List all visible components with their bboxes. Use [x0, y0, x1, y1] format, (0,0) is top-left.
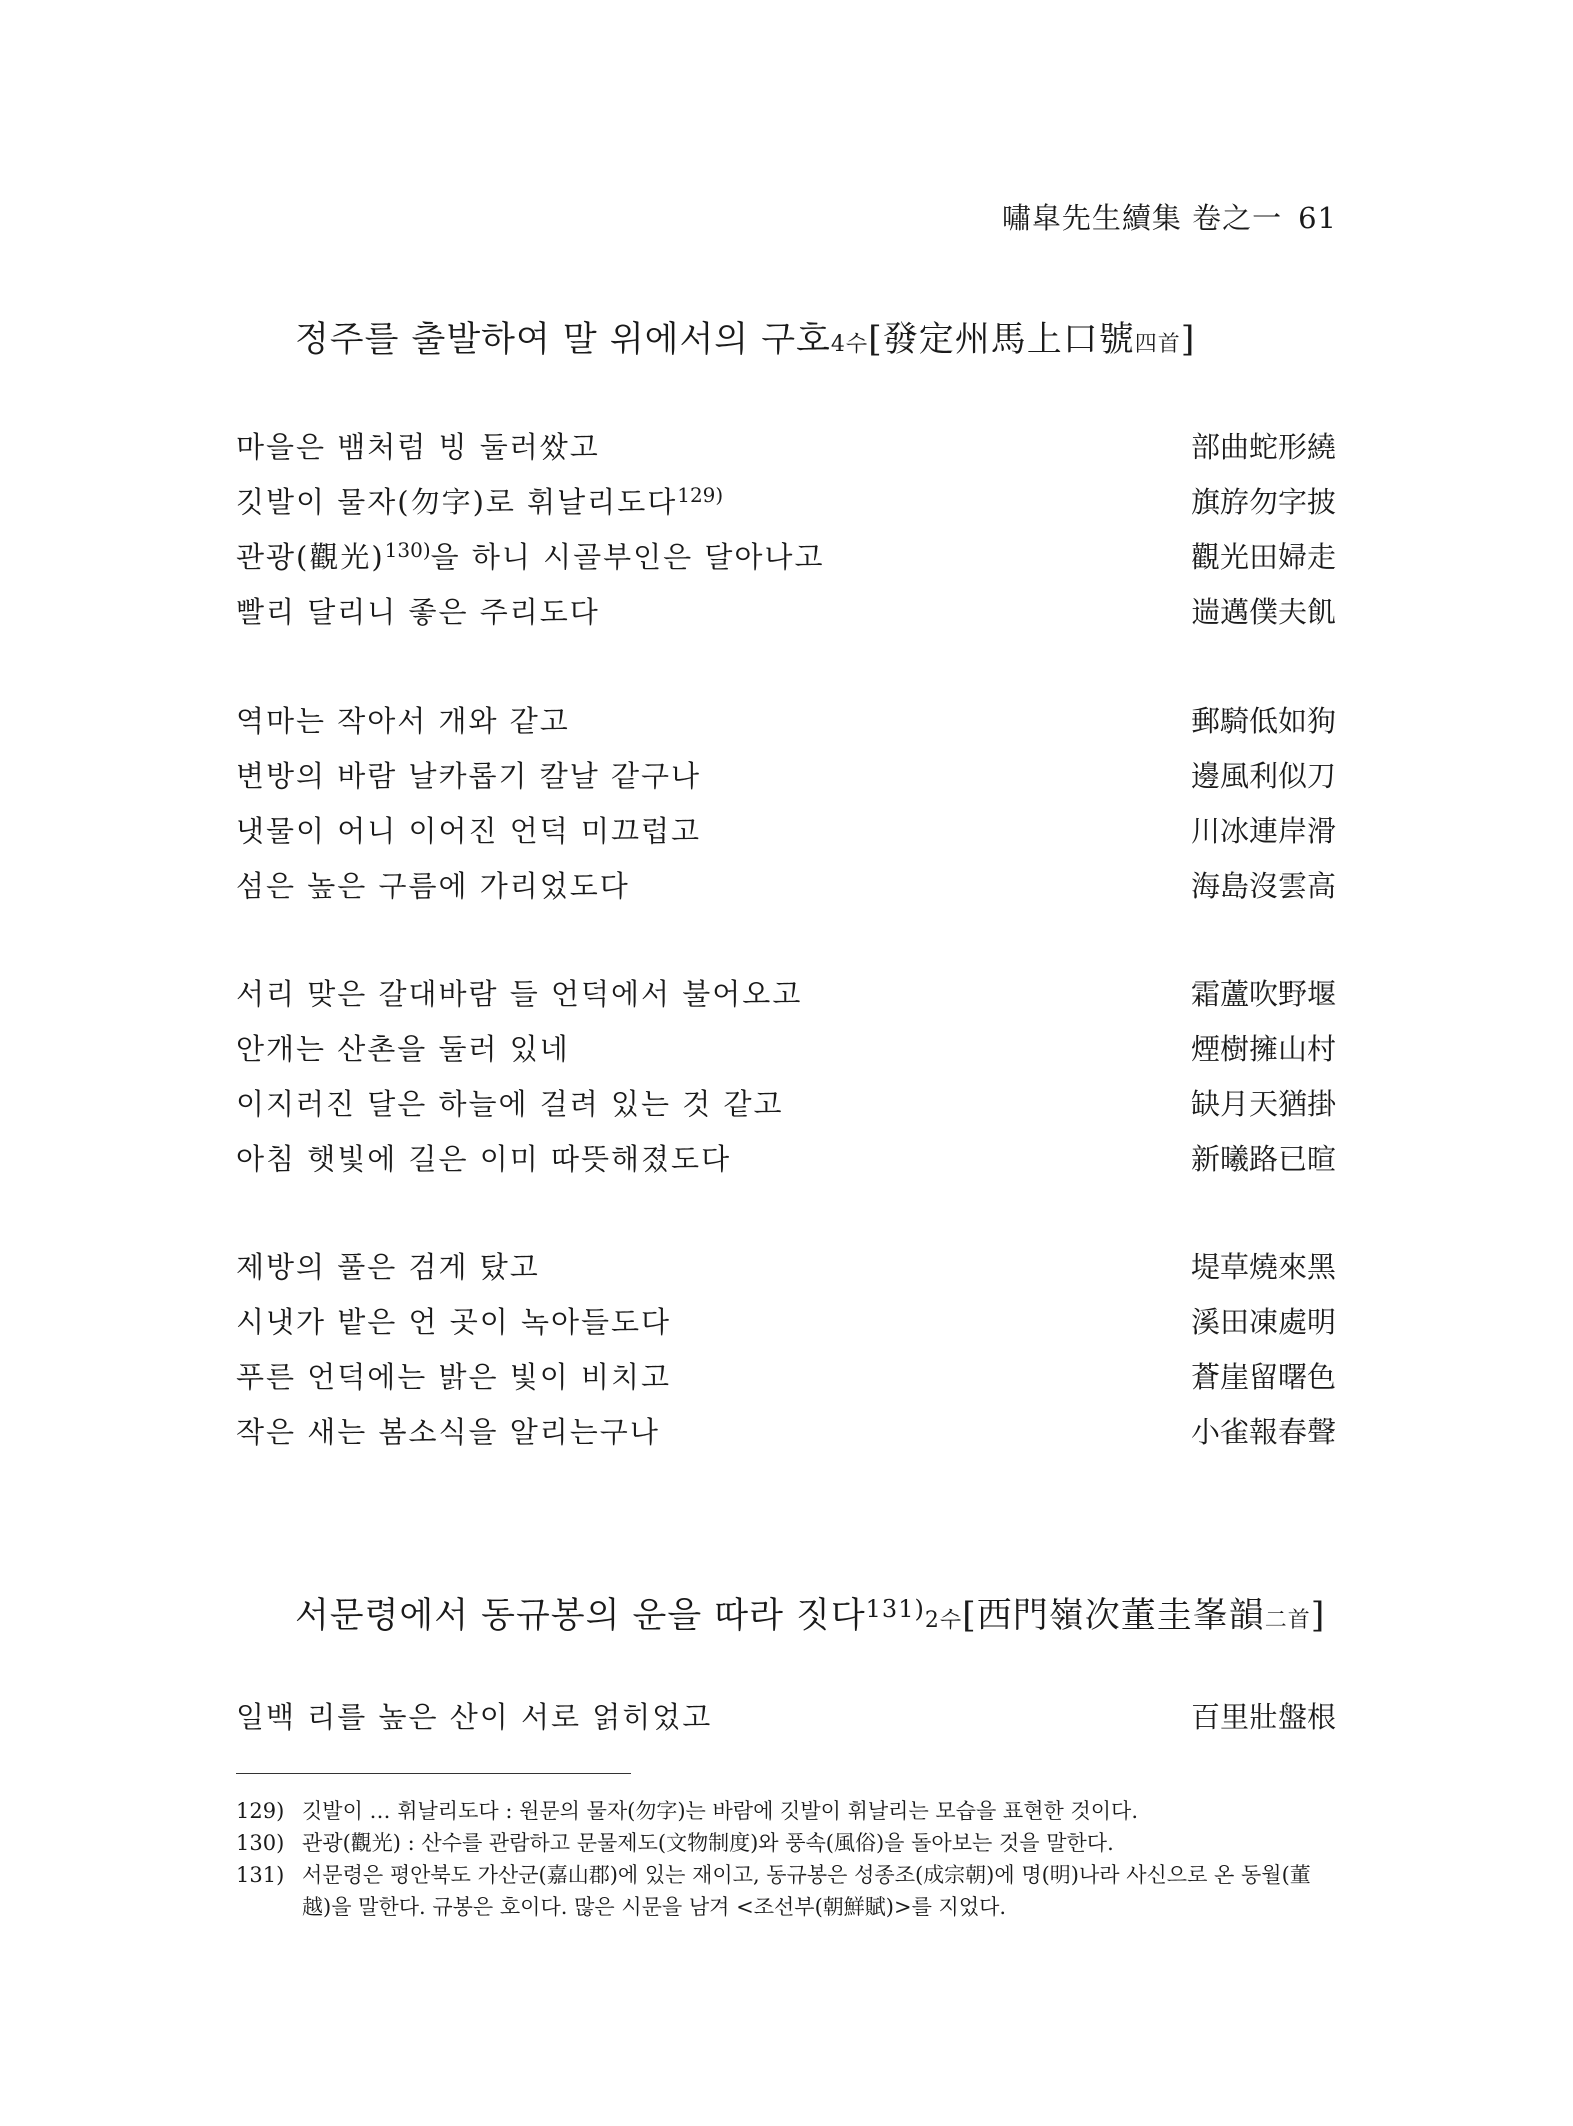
- footnote: [236, 1859, 1336, 1923]
- verse-hanja: 缺月天猶掛: [1190, 1087, 1336, 1121]
- verse-korean: 시냇가 밭은 언 곳이 녹아들도다: [236, 1305, 672, 1339]
- verse-hanja: 川冰連岸滑: [1190, 814, 1336, 848]
- verse-hanja: 部曲蛇形繞: [1190, 430, 1336, 464]
- verse-korean: 작은 새는 봄소식을 알리는구나: [236, 1415, 660, 1449]
- verse-korean: 이지러진 달은 하늘에 걸려 있는 것 같고: [236, 1087, 784, 1121]
- verse-line: [236, 1295, 1336, 1350]
- verse-hanja: 海島沒雲高: [1190, 869, 1336, 903]
- verse-hanja: 霜蘆吹野堰: [1190, 977, 1336, 1011]
- poem-title: [295, 1588, 1325, 1638]
- verse-line: [236, 967, 1336, 1022]
- stanza-3: [236, 967, 1336, 1187]
- footnote: [236, 1795, 1336, 1827]
- footnote-ref: 129): [677, 483, 724, 507]
- verse-korean: 아침 햇빛에 길은 이미 따뜻해졌도다: [236, 1142, 732, 1176]
- verse-korean: 푸른 언덕에는 밝은 빛이 비치고: [236, 1360, 672, 1394]
- poem-count-hanja: 四首: [1134, 332, 1181, 357]
- bracket-close: ]: [1310, 1596, 1326, 1636]
- verse-korean: 빨리 달리니 좋은 주리도다: [236, 595, 600, 629]
- footnote-text: 관광(觀光) : 산수를 관람하고 문물제도(文物制度)와 풍속(風俗)을 돌아보는 것을 말한다.: [302, 1831, 1114, 1855]
- verse-korean: 깃발이 물자(勿字)로 휘날리도다$^{129)}$: [236, 483, 724, 519]
- stanza-2: [236, 694, 1336, 914]
- verse-korean: 관광(觀光)$^{130)}$을 하니 시골부인은 달아나고: [236, 538, 825, 574]
- verse-line: [236, 804, 1336, 859]
- verse-line: [236, 694, 1336, 749]
- verse-korean: 안개는 산촌을 둘러 있네: [236, 1032, 570, 1066]
- footnote-number: 129): [236, 1799, 285, 1823]
- footnotes: [236, 1795, 1336, 1923]
- footnote: [236, 1827, 1336, 1859]
- verse-line: [236, 1240, 1336, 1295]
- poem-count: 4수: [830, 332, 869, 357]
- verse-hanja: 邊風利似刀: [1190, 759, 1336, 793]
- verse-hanja: 遄邁僕夫飢: [1190, 595, 1336, 629]
- verse-line: [236, 859, 1336, 914]
- verse-korean: 일백 리를 높은 산이 서로 얽히었고: [236, 1700, 713, 1734]
- verse-line: [236, 1405, 1336, 1460]
- bracket-close: ]: [1180, 320, 1196, 360]
- verse-korean: 제방의 풀은 검게 탔고: [236, 1250, 540, 1284]
- verse-hanja: 煙樹擁山村: [1190, 1032, 1336, 1066]
- footnote-divider: [236, 1773, 631, 1774]
- verse-korean: 섬은 높은 구름에 가리었도다: [236, 869, 630, 903]
- verse-korean: 냇물이 어니 이어진 언덕 미끄럽고: [236, 814, 702, 848]
- footnote-number: 131): [236, 1863, 285, 1887]
- stanza-poem2: [236, 1690, 1336, 1745]
- verse-hanja: 新曦路已暄: [1190, 1142, 1336, 1176]
- poem-title-korean: 서문령에서 동규봉의 운을 따라 짓다: [295, 1596, 866, 1636]
- verse-line: [236, 1132, 1336, 1187]
- footnote-text: 서문령은 평안북도 가산군(嘉山郡)에 있는 재이고, 동규봉은 성종조(成宗朝)에 명(明)나라 사신으로 온 동월(董越)을 말한다. 규봉은 호이다. 많은 시문을 남겨 <조선부(朝鮮賦)>를 지었다.: [302, 1863, 1311, 1919]
- verse-hanja: 蒼崖留曙色: [1190, 1360, 1336, 1394]
- verse-korean: 변방의 바람 날카롭기 칼날 같구나: [236, 759, 702, 793]
- book-title: 嘯皐先生續集 卷之一: [1001, 201, 1283, 235]
- verse-korean: 서리 맞은 갈대바람 들 언덕에서 불어오고: [236, 977, 803, 1011]
- verse-hanja: 旗斿勿字披: [1190, 485, 1336, 519]
- poem-title-hanja: [發定州馬上口號: [868, 320, 1135, 360]
- running-header: [1002, 196, 1337, 237]
- footnote-text: 깃발이 … 휘날리도다 : 원문의 물자(勿字)는 바람에 깃발이 휘날리는 모습을 표현한 것이다.: [302, 1799, 1138, 1823]
- verse-line: [236, 585, 1336, 640]
- verse-hanja: 小雀報春聲: [1190, 1415, 1336, 1449]
- page-number: 61: [1298, 201, 1337, 235]
- footnote-ref: 131): [865, 1595, 925, 1623]
- verse-korean: 역마는 작아서 개와 같고: [236, 704, 570, 738]
- verse-hanja: 溪田凍處明: [1190, 1305, 1336, 1339]
- verse-hanja: 堤草燒來黑: [1190, 1250, 1336, 1284]
- stanza-1: [236, 420, 1336, 640]
- poem-count: 2수: [924, 1608, 963, 1633]
- verse-line: [236, 1077, 1336, 1132]
- verse-line: [236, 749, 1336, 804]
- verse-hanja: 百里壯盤根: [1190, 1700, 1336, 1734]
- verse-korean: 마을은 뱀처럼 빙 둘러쌌고: [236, 430, 600, 464]
- footnote-number: 130): [236, 1831, 285, 1855]
- verse-line: [236, 1350, 1336, 1405]
- verse-hanja: 郵騎低如狗: [1190, 704, 1336, 738]
- poem-title-korean: 정주를 출발하여 말 위에서의 구호: [295, 320, 831, 360]
- poem-title: [295, 312, 1195, 362]
- verse-hanja: 觀光田婦走: [1190, 540, 1336, 574]
- footnote-ref: 130): [384, 538, 431, 562]
- verse-line: [236, 530, 1336, 585]
- verse-line: [236, 420, 1336, 475]
- poem-count-hanja: 二首: [1264, 1608, 1311, 1633]
- verse-line: [236, 1690, 1336, 1745]
- verse-line: [236, 475, 1336, 530]
- stanza-4: [236, 1240, 1336, 1460]
- poem-title-hanja: [西門嶺次董圭峯韻: [962, 1596, 1265, 1636]
- verse-line: [236, 1022, 1336, 1077]
